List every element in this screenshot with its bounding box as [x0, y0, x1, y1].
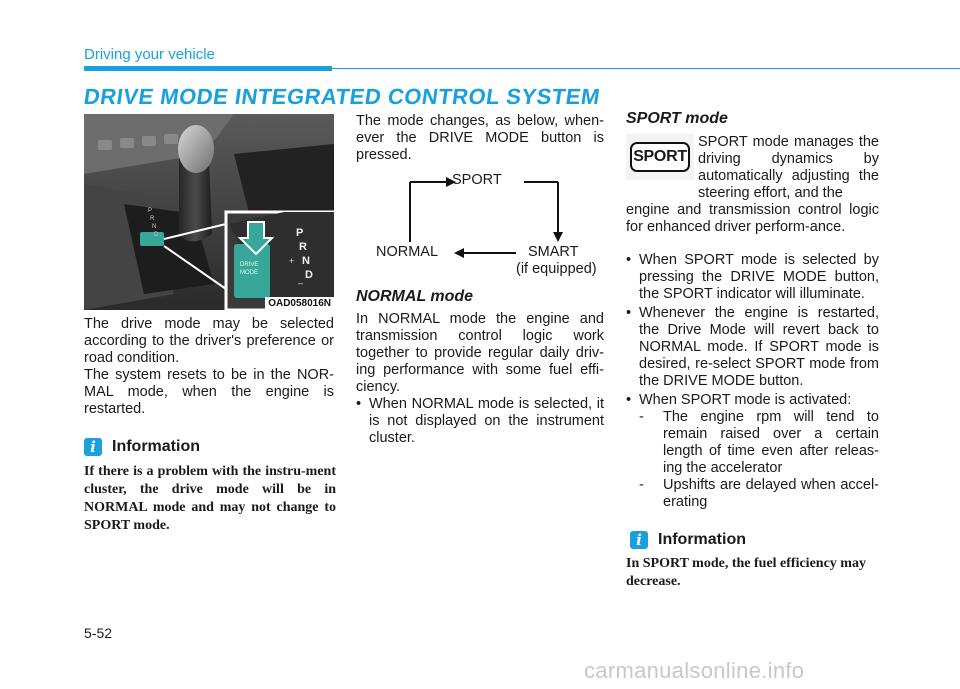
svg-text:–: –: [298, 278, 304, 288]
sport-dash-item-1: [639, 409, 879, 477]
intro-paragraph: The drive mode may be selected according to the driver's preference or road condition.: [84, 316, 334, 366]
normal-bullet: • When NORMAL mode is selected, it is not displayed on the instrument cluster.: [356, 396, 604, 447]
normal-mode-heading: NORMAL mode: [356, 288, 474, 305]
reset-paragraph: The system resets to be in the NOR-MAL mode, when the engine is restarted.: [84, 367, 334, 417]
small-gear-n: N: [152, 224, 157, 230]
header-bar: [84, 66, 332, 71]
dash-text: The engine rpm will tend to remain raised over a certain length of time even after releas-ing the accelerator: [663, 409, 879, 476]
sport-bullet-2: • Whenever the engine is restarted, the Drive Mode will revert back to NORMAL mode. If SPORT mode is desired, re-select SPORT mode from the DRIVE MODE button.: [626, 305, 879, 390]
sport-text-continued: engine and transmission control logic for enhanced driver perform-ance.: [626, 202, 879, 235]
sport-text-wrapped: SPORT mode manages the driving dynamics by automatically adjusting the steering effort, and the: [698, 134, 879, 201]
console-illustration: [84, 114, 334, 310]
sport-bullet-1: • When SPORT mode is selected by pressing the DRIVE MODE button, the SPORT indicator will illuminate.: [626, 252, 879, 303]
info-title: Information: [658, 531, 746, 548]
info-note-2: In SPORT mode, the fuel efficiency may decrease.: [626, 556, 866, 589]
drive-mode-button-text-2: MODE: [240, 270, 258, 276]
sport-bullet-3: • When SPORT mode is activated:: [626, 392, 879, 409]
console-photo: [84, 114, 334, 310]
photo-caption: OAD058016N: [265, 297, 334, 310]
info-title: Information: [112, 438, 200, 455]
info-icon: i: [630, 531, 648, 549]
dash-mark: -: [639, 477, 644, 493]
sport-indicator-icon: SPORT: [630, 142, 690, 172]
gear-letter-d: D: [305, 269, 313, 281]
sport-mode-heading: SPORT mode: [626, 110, 728, 127]
info-icon: i: [84, 438, 102, 456]
small-gear-p: P: [148, 208, 153, 214]
drive-mode-button-text-1: DRIVE: [240, 262, 259, 268]
diagram-normal-label: NORMAL: [376, 244, 439, 260]
normal-mode-text: In NORMAL mode the engine and transmission control logic work together to provide regular daily driv-ing performance with some fuel effi-ciency.: [356, 311, 604, 395]
info-note-1: If there is a problem with the instru-ment cluster, the drive mode will be in NORMAL mode and may not change to SPORT mode.: [84, 464, 336, 533]
info-heading-2: [630, 531, 746, 549]
diagram-sport-label: SPORT: [452, 172, 502, 188]
diagram-smart-note: (if equipped): [516, 261, 597, 277]
mode-change-intro: The mode changes, as below, when-ever the DRIVE MODE button is pressed.: [356, 113, 604, 163]
svg-text:+: +: [289, 256, 295, 266]
running-header: Driving your vehicle: [84, 46, 215, 63]
small-gear-d: D: [154, 232, 159, 238]
small-gear-r: R: [150, 216, 155, 222]
gear-letter-n: N: [302, 255, 310, 267]
dash-text: Upshifts are delayed when accel-erating: [663, 477, 879, 510]
gear-letter-r: R: [299, 241, 307, 253]
sport-dash-item-2: [639, 477, 879, 511]
dash-mark: -: [639, 409, 644, 425]
mode-cycle-diagram: [360, 168, 610, 280]
watermark[interactable]: carmanualsonline.info: [584, 658, 805, 683]
section-title: DRIVE MODE INTEGRATED CONTROL SYSTEM: [82, 84, 602, 109]
page-number: 5-52: [84, 625, 113, 641]
diagram-smart-label: SMART: [528, 244, 579, 260]
header-rule: [332, 68, 960, 69]
info-heading-1: [84, 438, 200, 456]
gear-letter-p: P: [296, 227, 304, 239]
